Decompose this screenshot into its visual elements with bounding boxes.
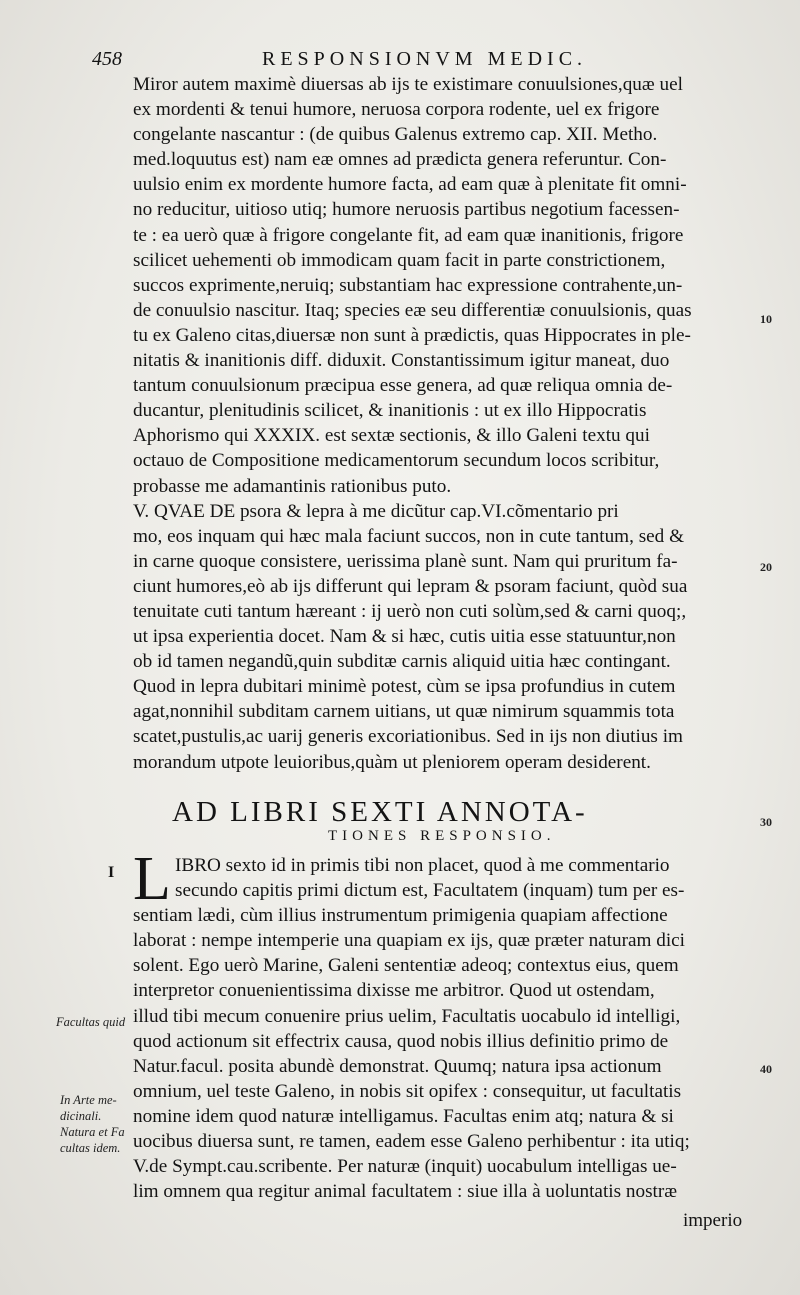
section-heading: AD LIBRI SEXTI ANNOTA- bbox=[172, 796, 588, 828]
second-text-block bbox=[133, 853, 765, 1204]
text-line: Natur.facul. posita abundè demonstrat. Quumq; natura ipsa actionum bbox=[133, 1055, 662, 1077]
line-number: 10 bbox=[760, 312, 772, 326]
text-line: Miror autem maximè diuersas ab ijs te existimare conuulsiones,quæ uel bbox=[133, 74, 683, 95]
text-line: octauo de Compositione medicamentorum secundum locos scribitur, bbox=[133, 450, 660, 472]
line-number: 30 bbox=[760, 815, 772, 829]
text-line: V. QVAE DE psora & lepra à me dicũtur cap.VI.cõmentario pri bbox=[133, 500, 619, 522]
text-line: solent. Ego uerò Marine, Galeni sententiæ adeoq; contextus eius, quem bbox=[133, 955, 679, 977]
text-line: omnium, uel teste Galeno, in nobis sit opifex : consequitur, ut facultatis bbox=[133, 1080, 682, 1102]
text-line: mo, eos inquam qui hæc mala faciunt succos, non in cute tantum, sed & bbox=[133, 525, 684, 547]
text-line: de conuulsio nascitur. Itaq; species eæ seu differentiæ conuulsionis, quas bbox=[133, 299, 692, 321]
text-line: ob id tamen negandũ,quin subditæ carnis aliquid uitia hæc contingant. bbox=[133, 651, 671, 673]
text-line: tenuitate cuti tantum hæreant : ij uerò non cuti solùm,sed & carni quoq;, bbox=[133, 600, 687, 622]
text-line: te : ea uerò quæ à frigore congelante fit, ad eam quæ inanitionis, frigore bbox=[133, 224, 684, 246]
margin-note-line: In Arte me- bbox=[60, 1093, 117, 1107]
text-line: morandum utpote leuioribus,quàm ut pleniorem operam desiderent. bbox=[133, 751, 651, 773]
text-line: scilicet uehementi ob immodicam quam facit in parte constrictionem, bbox=[133, 249, 666, 271]
text-line: laborat : nempe intemperie una quapiam ex ijs, quæ præter naturam dici bbox=[133, 930, 686, 952]
text-line: tu ex Galeno citas,diuersæ non sunt à prædictis, quas Hippocrates in ple- bbox=[133, 324, 691, 346]
margin-note-line: dicinali. bbox=[60, 1109, 102, 1123]
margin-note: Facultas quid bbox=[56, 1015, 126, 1029]
margin-note-line: cultas idem. bbox=[60, 1141, 121, 1155]
main-text-block bbox=[133, 72, 765, 775]
text-line: Aphorismo qui XXXIX. est sextæ sectionis, & illo Galeni textu qui bbox=[133, 425, 650, 447]
text-line: uocibus diuersa sunt, re tamen, eadem esse Galeno perhibentur : ita utiq; bbox=[133, 1131, 690, 1153]
text-line: agat,nonnihil subditam carnem uitians, ut quæ nimirum squammis tota bbox=[133, 701, 675, 723]
text-line: ut ipsa experientia docet. Nam & si hæc, cutis uitia esse statuuntur,non bbox=[133, 626, 676, 648]
text-line: V.de Sympt.cau.scribente. Per naturæ (inquit) uocabulum intelligas ue- bbox=[133, 1156, 677, 1178]
text-line: med.loquutus est) nam eæ omnes ad prædicta genera referuntur. Con- bbox=[133, 149, 667, 171]
text-line: in carne quoque consistere, uerissima planè sunt. Nam qui pruritum fa- bbox=[133, 550, 678, 572]
section-number: I bbox=[108, 864, 115, 881]
text-line: ex mordenti & tenui humore, neruosa corpora rodente, uel ex frigore bbox=[133, 99, 660, 121]
text-line: IBRO sexto id in primis tibi non placet, quod à me commentario bbox=[175, 855, 670, 876]
text-line: congelante nascantur : (de quibus Galenus extremo cap. XII. Metho. bbox=[133, 124, 658, 146]
margin-note-line: Natura et Fa bbox=[60, 1125, 125, 1139]
text-line: ducantur, plenitudinis scilicet, & inanitionis : ut ex illo Hippocratis bbox=[133, 400, 647, 422]
text-line: scatet,pustulis,ac uarij generis excoriationibus. Sed in ijs non diutius im bbox=[133, 726, 683, 748]
text-line: nomine idem quod naturæ intelligamus. Facultas enim atq; natura & si bbox=[133, 1105, 674, 1127]
text-line: tantum conuulsionum præcipua esse genera, ad quæ reliqua omnia de- bbox=[133, 375, 673, 397]
text-line: lim omnem qua regitur animal facultatem : siue illa à uoluntatis nostræ bbox=[133, 1181, 678, 1203]
page-number: 458 bbox=[92, 48, 122, 70]
text-line: secundo capitis primi dictum est, Facultatem (inquam) tum per es- bbox=[175, 880, 685, 902]
text-line: succos exprimente,neruiq; substantiam hac expressione contrahente,un- bbox=[133, 274, 683, 296]
text-line: no reducitur, uitioso utiq; humore neruosis partibus negotium facessen- bbox=[133, 199, 680, 221]
margin-note bbox=[60, 1092, 125, 1156]
drop-cap: L bbox=[133, 845, 171, 913]
text-line: ciunt humores,eò ab ijs differunt qui lepram & psoram faciunt, quòd sua bbox=[133, 575, 688, 597]
text-line: quod actionum sit effectrix causa, quod nobis illius definitio primo de bbox=[133, 1030, 669, 1052]
text-line: nitatis & inanitionis diff. diduxit. Constantissimum igitur maneat, duo bbox=[133, 350, 670, 372]
text-line: illud tibi mecum conuenire prius uelim, Facultatis uocabulo id intelligi, bbox=[133, 1005, 681, 1027]
text-line: probasse me adamantinis rationibus puto. bbox=[133, 475, 452, 497]
running-title: RESPONSIONVM MEDIC. bbox=[262, 48, 588, 70]
line-number: 40 bbox=[760, 1062, 772, 1076]
text-line: uulsio enim ex mordente humore facta, ad eam quæ à plenitate fit omni- bbox=[133, 174, 687, 196]
catchword: imperio bbox=[683, 1210, 743, 1231]
section-subheading: TIONES RESPONSIO. bbox=[328, 828, 556, 844]
text-line: Quod in lepra dubitari minimè potest, cùm se ipsa profundius in cutem bbox=[133, 676, 676, 698]
line-number: 20 bbox=[760, 560, 772, 574]
text-line: interpretor conuenientissima dixisse me arbitror. Quod ut ostendam, bbox=[133, 980, 655, 1002]
text-line: sentiam lædi, cùm illius instrumentum primigenia quapiam affectione bbox=[133, 905, 668, 927]
